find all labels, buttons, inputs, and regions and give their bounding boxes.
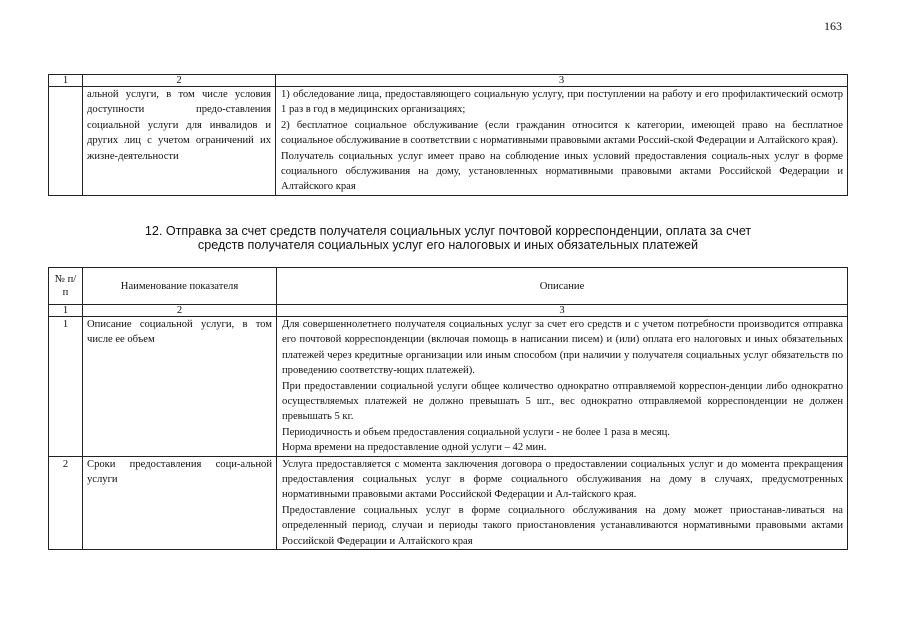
header-indicator-name: Наименование показателя — [83, 268, 277, 305]
column-number: 1 — [49, 305, 83, 317]
row-number-cell: 2 — [49, 456, 83, 549]
indicator-name-cell: Сроки предоставления соци-альной услуги — [83, 456, 277, 549]
column-number-row — [49, 75, 848, 87]
description-paragraph: При предоставлении социальной услуги общее количество однократно отправляемой корреспон-денции либо однократно осуществляемых платежей не должно превышать 5 шт., вес однократно отправляемой корреспонденции не должен превышать 5 кг. — [282, 380, 843, 423]
column-number: 2 — [83, 75, 276, 87]
service-12-table — [48, 267, 848, 550]
description-paragraph: 1) обследование лица, предоставляющего социальную услугу, при поступлении на работу и его профилактический осмотр 1 раз в год в медицинских организациях; — [281, 89, 843, 116]
section-heading — [48, 224, 848, 252]
description-paragraph: Для совершеннолетнего получателя социальных услуг за счет его средств и с учетом потребности производится отправка его почтовой корреспонденции (включая помощь в написании писем) и (или) оплата его налоговых и иных обязательных платежей через кредитные организации или иным способом (при наличии у получателя социальных услуг обязательств по проведению соответству-ющих платежей). — [282, 319, 843, 377]
header-number: № п/п — [49, 268, 83, 305]
description-paragraph: Получатель социальных услуг имеет право на соблюдение иных условий предоставления социаль-ных услуг в форме социального обслуживания на дому, установленных нормативными правовыми актами Российской Федерации и Алтайского края — [281, 150, 843, 193]
section-heading-line: средств получателя социальных услуг его налоговых и иных обязательных платежей — [197, 238, 699, 252]
page-number: 163 — [824, 19, 842, 33]
description-cell — [276, 87, 848, 196]
indicator-name-cell: альной услуги, в том числе условия доступности предо-ставления социальной услуги для инвалидов и других лиц с учетом ограничений их жизне-деятельности — [83, 87, 276, 196]
section-heading-line: 12. Отправка за счет средств получателя социальных услуг почтовой корреспонденции, оплата за счет — [144, 224, 752, 238]
table-row — [49, 317, 848, 457]
column-number-row — [49, 305, 848, 317]
column-number: 3 — [276, 75, 848, 87]
continued-services-table — [48, 74, 848, 196]
description-paragraph: Норма времени на предоставление одной услуги – 42 мин. — [282, 442, 547, 454]
table-header-row — [49, 268, 848, 305]
column-number: 2 — [83, 305, 277, 317]
description-cell — [277, 456, 848, 549]
description-paragraph: Периодичность и объем предоставления социальной услуги - не более 1 раза в месяц. — [282, 426, 670, 438]
header-description: Описание — [277, 268, 848, 305]
column-number: 3 — [277, 305, 848, 317]
description-paragraph: Предоставление социальных услуг в форме социального обслуживания на дому может приостанав-ливаться на определенный период, случаи и периоды такого приостановления устанавливаются нормативными правовыми актами Российской Федерации и Алтайского края — [282, 504, 843, 547]
table-row — [49, 456, 848, 549]
description-cell — [277, 317, 848, 457]
row-number-cell — [49, 87, 83, 196]
row-number-cell: 1 — [49, 317, 83, 457]
indicator-name-cell: Описание социальной услуги, в том числе ее объем — [83, 317, 277, 457]
description-paragraph: 2) бесплатное социальное обслуживание (если гражданин относится к категории, имеющей право на бесплатное социальное обслуживание в соответствии с нормативными правовыми актами Россий-ской Федерации и Алтайского края). — [281, 119, 843, 147]
table-row — [49, 87, 848, 196]
description-paragraph: Услуга предоставляется с момента заключения договора о предоставлении социальных услуг и до момента прекращения предоставления социальных услуг в форме социального обслуживания на дому в случаях, предусмотренных нормативными правовыми актами Российской Федерации и Ал-тайского края. — [282, 458, 843, 501]
column-number: 1 — [49, 75, 83, 87]
